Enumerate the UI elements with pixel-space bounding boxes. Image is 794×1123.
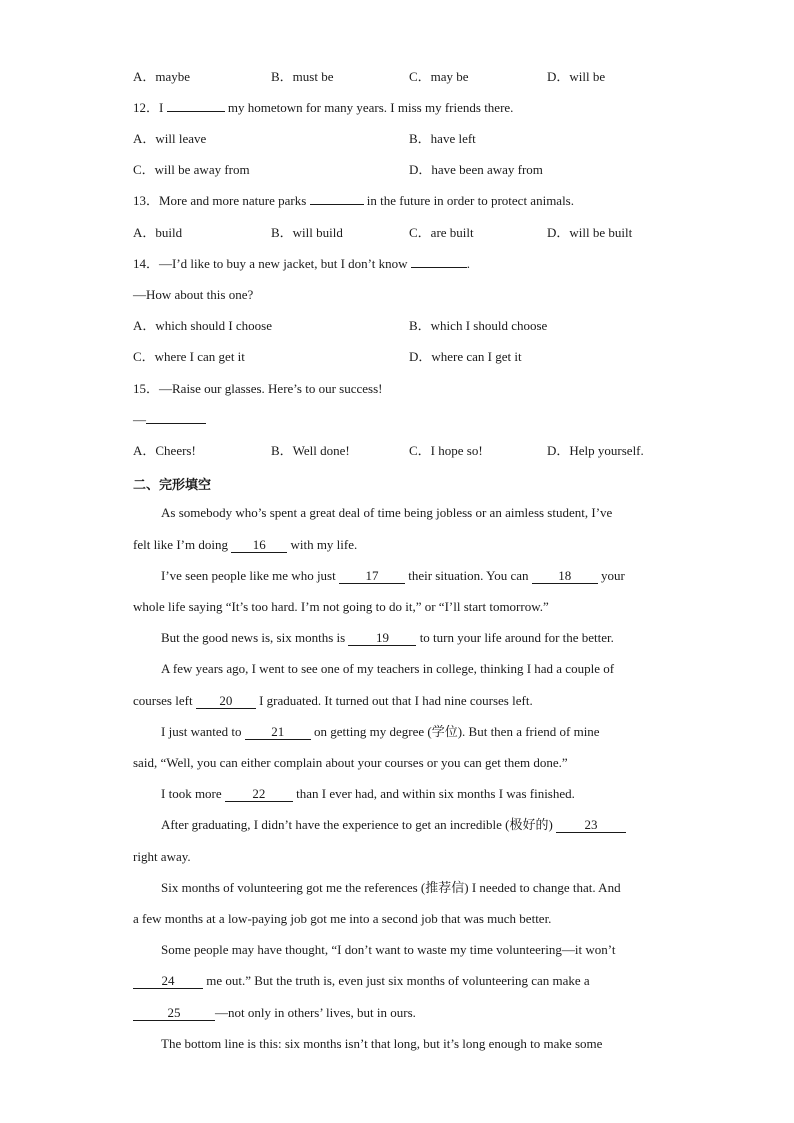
blank-17[interactable]: 17 (339, 569, 405, 584)
q15-option-d: D．Help yourself. (547, 443, 644, 458)
q13-stem: 13．More and more nature parks in the future in order to protect animals. (133, 193, 574, 208)
q11-option-d: D．will be (547, 69, 606, 84)
passage-p9-line2: 24 me out.” But the truth is, even just six months of volunteering can make a (133, 973, 590, 989)
passage-p10: The bottom line is this: six months isn’t that long, but it’s long enough to make some (161, 1036, 603, 1051)
q13-option-c: C．are built (409, 225, 474, 240)
passage-p4-line2: courses left 20 I graduated. It turned out that I had nine courses left. (133, 693, 533, 708)
passage-p6: I took more 22 than I ever had, and within six months I was finished. (161, 786, 575, 801)
passage-p3: But the good news is, six months is 19 to turn your life around for the better. (161, 630, 614, 645)
passage-p1-line1: As somebody who’s spent a great deal of time being jobless or an aimless student, I’ve (161, 505, 613, 520)
passage-p9-line3: 25 —not only in others’ lives, but in ours. (133, 1005, 416, 1021)
blank-24[interactable]: 24 (133, 974, 203, 989)
passage-p2-line2: whole life saying “It’s too hard. I’m not going to do it,” or “I’ll start tomorrow.” (133, 599, 549, 614)
blank-21[interactable]: 21 (245, 725, 311, 740)
q12-option-b: B．have left (409, 131, 476, 146)
passage-p1-line2: felt like I’m doing 16 with my life. (133, 537, 358, 552)
q13-option-d: D．will be built (547, 225, 633, 240)
passage-p2-line1: I’ve seen people like me who just 17 their situation. You can 18 your (161, 568, 625, 583)
q11-option-a: A．maybe (133, 69, 191, 84)
q12-blank[interactable] (167, 111, 225, 112)
passage-p5-line1: I just wanted to 21 on getting my degree (学位). But then a friend of mine (161, 724, 600, 739)
passage-p7-line2: right away. (133, 849, 191, 864)
q13-option-a: A．build (133, 225, 183, 240)
q13-option-b: B．will build (271, 225, 343, 240)
q12-option-d: D．have been away from (409, 162, 543, 177)
q12-stem: 12．I my hometown for many years. I miss my friends there. (133, 100, 514, 115)
q11-option-b: B．must be (271, 69, 334, 84)
section-title-cloze: 二、完形填空 (133, 478, 212, 493)
passage-p8-line2: a few months at a low-paying job got me into a second job that was much better. (133, 911, 552, 926)
q14-option-b: B．which I should choose (409, 318, 548, 333)
q14-option-d: D．where can I get it (409, 349, 522, 364)
passage-p7-line1: After graduating, I didn’t have the experience to get an incredible (极好的) 23 (161, 817, 626, 833)
blank-19[interactable]: 19 (348, 631, 416, 646)
q15-reply: — (133, 412, 206, 428)
blank-20[interactable]: 20 (196, 694, 256, 709)
blank-16[interactable]: 16 (231, 538, 287, 553)
q14-stem: 14．—I’d like to buy a new jacket, but I don’t know . (133, 256, 471, 271)
q15-option-b: B．Well done! (271, 443, 350, 458)
q14-blank[interactable] (411, 267, 467, 268)
blank-23[interactable]: 23 (556, 818, 626, 833)
blank-25[interactable]: 25 (133, 1006, 215, 1021)
q15-stem: 15．—Raise our glasses. Here’s to our success! (133, 381, 383, 396)
q15-option-a: A．Cheers! (133, 443, 196, 458)
passage-p5-line2: said, “Well, you can either complain about your courses or you can get them done.” (133, 755, 568, 770)
q12-option-c: C．will be away from (133, 162, 250, 177)
blank-22[interactable]: 22 (225, 787, 293, 802)
q15-blank[interactable] (146, 423, 206, 424)
q12-option-a: A．will leave (133, 131, 207, 146)
q13-blank[interactable] (310, 204, 364, 205)
q14-option-c: C．where I can get it (133, 349, 245, 364)
passage-p9-line1: Some people may have thought, “I don’t want to waste my time volunteering—it won’t (161, 942, 616, 957)
passage-p4-line1: A few years ago, I went to see one of my teachers in college, thinking I had a couple of (161, 661, 615, 676)
passage-p8-line1: Six months of volunteering got me the references (推荐信) I needed to change that. And (161, 880, 621, 895)
q15-option-c: C．I hope so! (409, 443, 483, 458)
q14-option-a: A．which should I choose (133, 318, 273, 333)
q11-option-c: C．may be (409, 69, 469, 84)
blank-18[interactable]: 18 (532, 569, 598, 584)
q14-reply: —How about this one? (133, 287, 254, 302)
